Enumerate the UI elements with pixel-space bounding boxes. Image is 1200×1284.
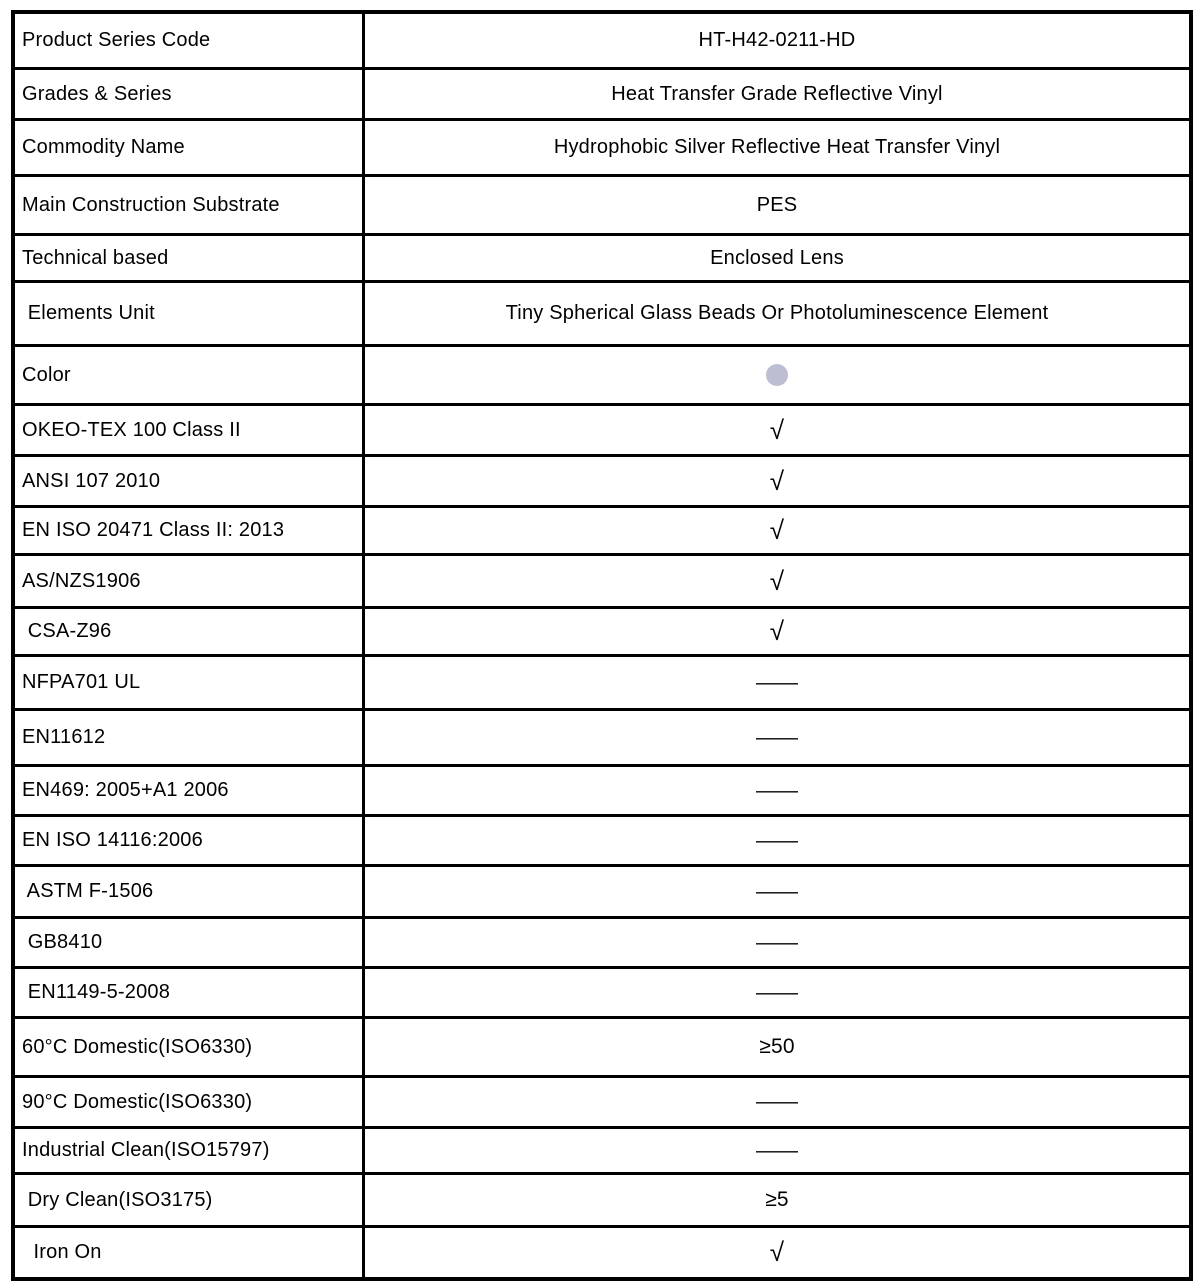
row-label-iron-on: Iron On <box>15 1228 365 1277</box>
row-value-csa-z96: √ <box>769 616 785 646</box>
row-label-csa-z96: CSA-Z96 <box>15 609 365 654</box>
table-row-astm-f-1506 <box>15 867 1189 919</box>
row-label-as-nzs1906: AS/NZS1906 <box>15 556 365 606</box>
table-row-product-series-code <box>15 14 1189 70</box>
row-label-product-series-code: Product Series Code <box>15 14 365 67</box>
row-value-60c-domestic-iso6330: ≥50 <box>759 1035 795 1058</box>
table-row-en-iso-14116-2006 <box>15 817 1189 867</box>
table-row-technical-based <box>15 236 1189 283</box>
row-value-okeo-tex-100-class-ii: √ <box>769 414 785 445</box>
row-label-en-iso-20471-class-ii-2013: EN ISO 20471 Class II: 2013 <box>15 508 365 553</box>
table-row-main-construction-substrate <box>15 177 1189 236</box>
table-row-elements-unit <box>15 283 1189 347</box>
row-label-astm-f-1506: ASTM F-1506 <box>15 867 365 916</box>
row-value-nfpa701-ul: —— <box>756 670 798 694</box>
row-value-en1149-5-2008: —— <box>756 980 798 1004</box>
color-swatch-circle <box>766 364 788 386</box>
row-label-gb8410: GB8410 <box>15 919 365 966</box>
row-label-industrial-clean-iso15797: Industrial Clean(ISO15797) <box>15 1129 365 1172</box>
row-label-en11612: EN11612 <box>15 711 365 764</box>
table-row-en11612 <box>15 711 1189 767</box>
row-value-90c-domestic-iso6330: —— <box>756 1090 798 1113</box>
row-label-en-iso-14116-2006: EN ISO 14116:2006 <box>15 817 365 864</box>
row-value-en11612: —— <box>756 725 798 749</box>
table-row-industrial-clean-iso15797 <box>15 1129 1189 1175</box>
table-row-en-iso-20471-class-ii-2013 <box>15 508 1189 556</box>
table-row-iron-on <box>15 1228 1189 1277</box>
row-value-commodity-name: Hydrophobic Silver Reflective Heat Transfer Vinyl <box>553 136 1001 158</box>
row-value-en-iso-20471-class-ii-2013: √ <box>769 515 785 545</box>
product-spec-table <box>11 10 1193 1281</box>
table-row-en469-2005-a1-2006 <box>15 767 1189 817</box>
row-label-nfpa701-ul: NFPA701 UL <box>15 657 365 708</box>
row-label-main-construction-substrate: Main Construction Substrate <box>15 177 365 233</box>
row-label-en469-2005-a1-2006: EN469: 2005+A1 2006 <box>15 767 365 814</box>
row-label-technical-based: Technical based <box>15 236 365 280</box>
row-value-main-construction-substrate: PES <box>756 193 798 216</box>
row-value-grades-series: Heat Transfer Grade Reflective Vinyl <box>611 82 943 105</box>
row-value-astm-f-1506: —— <box>756 879 798 903</box>
table-row-okeo-tex-100-class-ii <box>15 406 1189 457</box>
row-label-en1149-5-2008: EN1149-5-2008 <box>15 969 365 1016</box>
table-row-csa-z96 <box>15 609 1189 657</box>
row-label-dry-clean-iso3175: Dry Clean(ISO3175) <box>15 1175 365 1225</box>
row-label-grades-series: Grades & Series <box>15 70 365 118</box>
row-value-en-iso-14116-2006: —— <box>756 828 798 852</box>
table-row-ansi-107-2010 <box>15 457 1189 508</box>
row-value-gb8410: —— <box>756 930 798 954</box>
table-row-en1149-5-2008 <box>15 969 1189 1019</box>
row-label-elements-unit: Elements Unit <box>15 283 365 344</box>
row-value-industrial-clean-iso15797: —— <box>756 1138 798 1162</box>
table-row-nfpa701-ul <box>15 657 1189 711</box>
row-value-dry-clean-iso3175: ≥5 <box>765 1188 789 1211</box>
row-value-ansi-107-2010: √ <box>769 465 785 496</box>
table-row-color <box>15 347 1189 406</box>
row-value-product-series-code: HT-H42-0211-HD <box>698 29 856 51</box>
table-row-dry-clean-iso3175 <box>15 1175 1189 1228</box>
row-label-90c-domestic-iso6330: 90°C Domestic(ISO6330) <box>15 1078 365 1126</box>
table-row-90c-domestic-iso6330 <box>15 1078 1189 1129</box>
row-label-commodity-name: Commodity Name <box>15 121 365 174</box>
row-label-ansi-107-2010: ANSI 107 2010 <box>15 457 365 505</box>
table-row-60c-domestic-iso6330 <box>15 1019 1189 1078</box>
row-value-technical-based: Enclosed Lens <box>710 246 844 269</box>
table-row-gb8410 <box>15 919 1189 969</box>
table-row-commodity-name <box>15 121 1189 177</box>
row-label-color: Color <box>15 347 365 403</box>
row-value-iron-on: √ <box>769 1237 785 1267</box>
table-row-as-nzs1906 <box>15 556 1189 609</box>
row-value-en469-2005-a1-2006: —— <box>756 778 798 802</box>
row-value-as-nzs1906: √ <box>769 565 785 596</box>
row-value-elements-unit: Tiny Spherical Glass Beads Or Photoluminescence Element <box>505 302 1049 324</box>
row-label-60c-domestic-iso6330: 60°C Domestic(ISO6330) <box>15 1019 365 1075</box>
row-value-color <box>365 347 1189 403</box>
row-label-okeo-tex-100-class-ii: OKEO-TEX 100 Class II <box>15 406 365 454</box>
table-row-grades-series <box>15 70 1189 121</box>
